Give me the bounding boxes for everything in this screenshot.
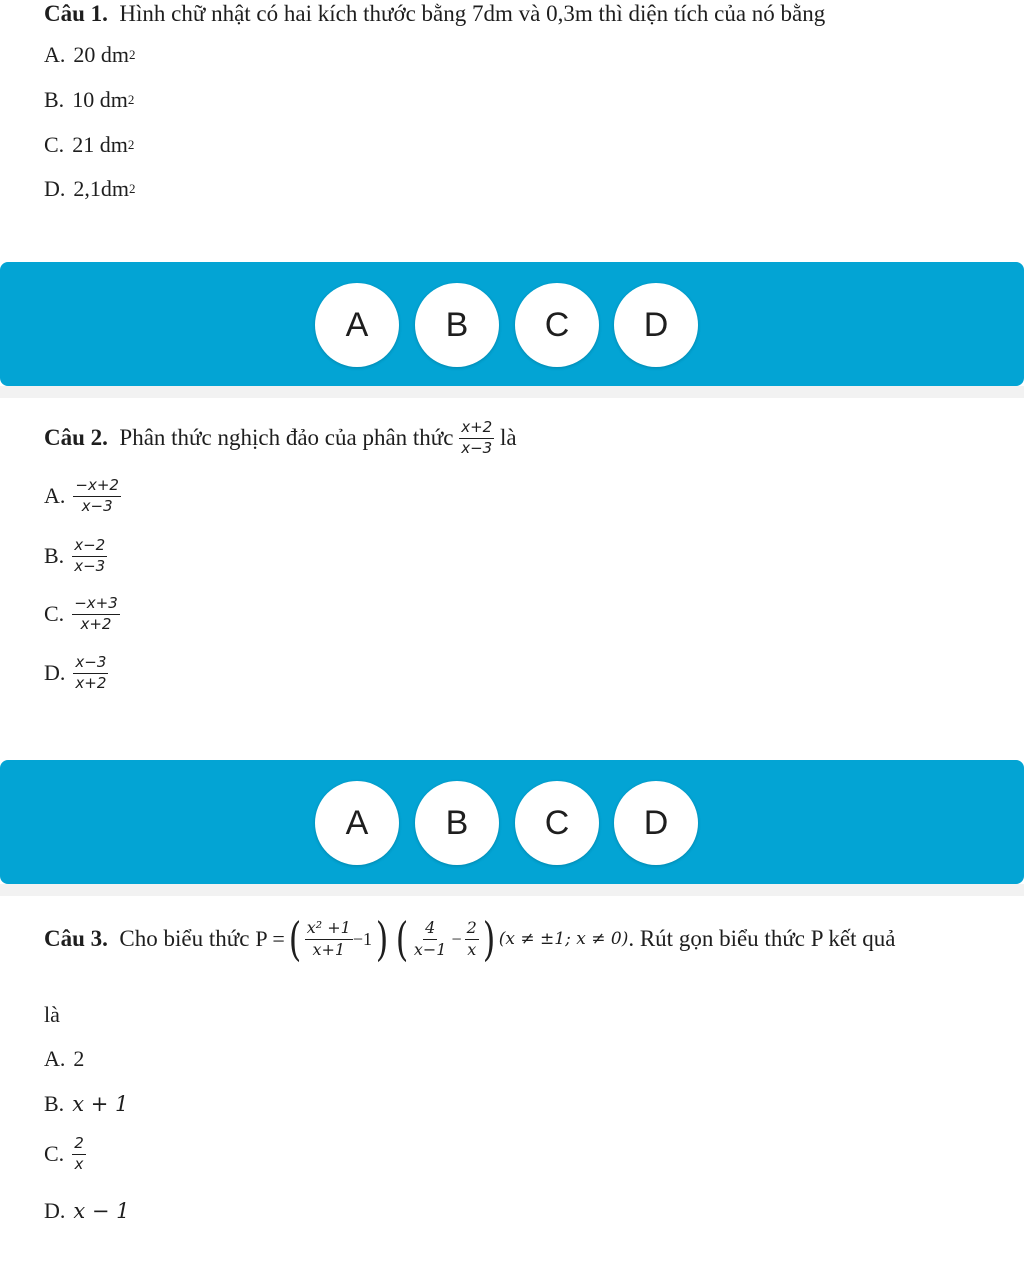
- expression-p: P = ( $\frac{\text{x² +1}}{x+1}$ −1 ) ( $\frac{4}{x-1}$ − $\frac{2}{x}$ ) (x ≠ ±1; x ≠ 0): [255, 912, 629, 966]
- q1-option-c: C. 21 dm 2: [44, 132, 135, 157]
- q1-option-d: D. 2,1dm 2: [44, 176, 136, 201]
- answer-bar-1: [0, 262, 1024, 386]
- question-3: [0, 896, 1024, 1280]
- question-3-title: Câu 3. Cho biểu thức P = ( $\frac{\text{x² +1}}{x+1}$ −1 ) ( $\frac{4}{x-1}$ − $\frac{2}{x}$ ) (x ≠ ±1; x ≠ 0) . Rút gọn biểu thức P kết quả: [44, 912, 896, 966]
- q2-option-d: D. $\frac{x-3}{x+2}$: [44, 653, 107, 692]
- answer-a-button[interactable]: A: [315, 283, 399, 367]
- separator: [0, 884, 1024, 896]
- question-2-title: Câu 2. Phân thức nghịch đảo của phân thức $\frac{x+2}{x-3}$ là: [44, 418, 517, 457]
- answer-c-button[interactable]: C: [515, 283, 599, 367]
- q3-option-c: C. $\frac{2}{x}$: [44, 1134, 84, 1173]
- question-1-label: Câu 1.: [44, 1, 108, 26]
- question-2-label: Câu 2.: [44, 425, 108, 451]
- q3-option-a: A. 2: [44, 1046, 85, 1071]
- answer-a-button[interactable]: A: [315, 781, 399, 865]
- question-3-text-cont: là: [44, 1002, 60, 1027]
- question-1: [0, 0, 1024, 262]
- q2-option-c: C. $\frac{-x+3}{x+2}$: [44, 594, 118, 633]
- q2-option-b: B. $\frac{x-2}{x-3}$: [44, 536, 106, 575]
- question-2-fraction: $\frac{x+2}{x-3}$: [461, 418, 493, 457]
- answer-d-button[interactable]: D: [614, 283, 698, 367]
- question-2: [0, 398, 1024, 760]
- q1-option-a: A. 20 dm 2: [44, 42, 136, 67]
- question-3-text: Cho biểu thức: [119, 926, 250, 951]
- answer-bar-2: [0, 760, 1024, 884]
- answer-d-button[interactable]: D: [614, 781, 698, 865]
- question-2-text: Phân thức nghịch đảo của phân thức: [119, 425, 454, 451]
- q1-option-b: B. 10 dm 2: [44, 87, 135, 112]
- q3-option-d: D. x − 1: [44, 1198, 130, 1223]
- question-3-label: Câu 3.: [44, 926, 108, 951]
- question-1-text: Hình chữ nhật có hai kích thước bằng 7dm và 0,3m thì diện tích của nó bằng: [119, 1, 826, 26]
- question-1-title: [44, 1, 825, 27]
- q2-option-a: A. $\frac{-x+2}{x-3}$: [44, 476, 119, 515]
- q3-option-b: B. x + 1: [44, 1091, 129, 1116]
- answer-b-button[interactable]: B: [415, 781, 499, 865]
- separator: [0, 386, 1024, 398]
- answer-b-button[interactable]: B: [415, 283, 499, 367]
- answer-c-button[interactable]: C: [515, 781, 599, 865]
